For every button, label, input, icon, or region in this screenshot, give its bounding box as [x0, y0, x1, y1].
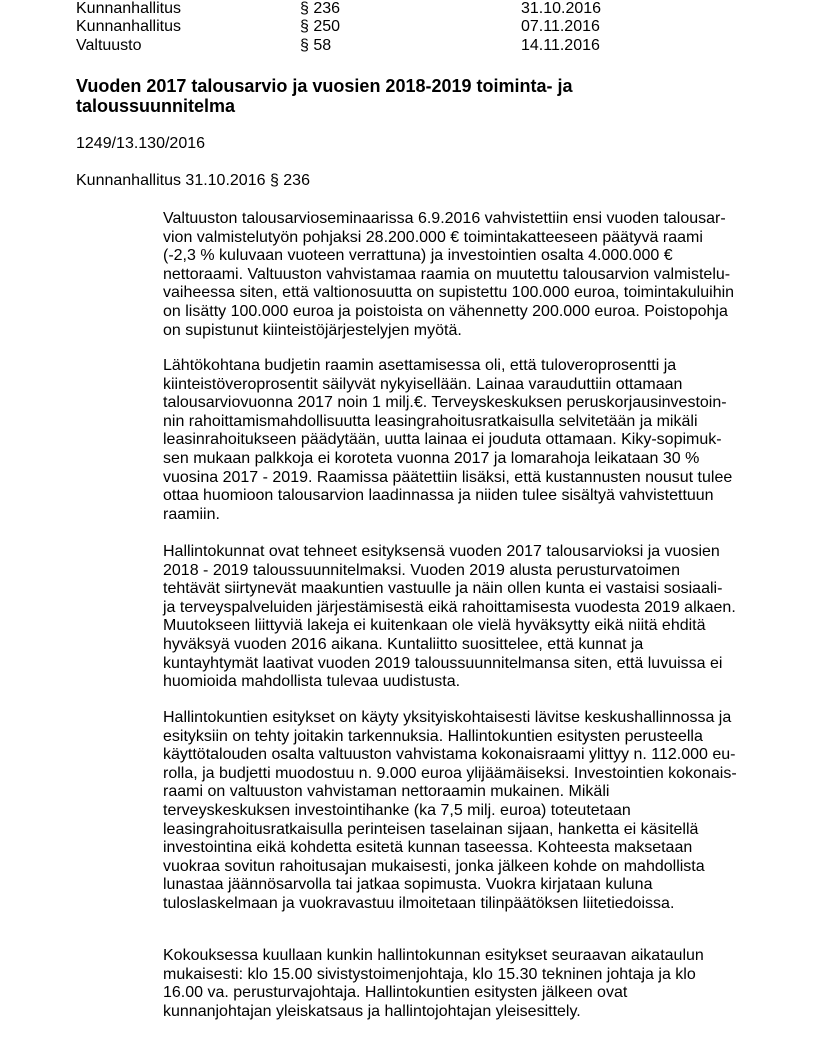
paragraph-line: Hallintokuntien esitykset on käyty yksityiskohtaisesti lävitse keskushallinnossa ja [163, 709, 732, 726]
meeting-section: § 250 [300, 18, 341, 35]
paragraph-line: kuntayhtymät laativat vuoden 2019 taloussuunnitelmansa siten, että luvuissa ei [163, 654, 723, 672]
meeting-row [76, 0, 676, 18]
paragraph-line: tuloslaskelmaan ja vuokravastuu ilmoitetaan tilinpäätöksen liitetiedoissa. [163, 894, 675, 912]
reference-number: 1249/13.130/2016 [76, 135, 206, 152]
meeting-body: Kunnanhallitus [76, 0, 181, 17]
meeting-reference: Kunnanhallitus 31.10.2016 § 236 [76, 172, 310, 189]
paragraph-3 [163, 543, 743, 692]
paragraph-line: Kokouksessa kuullaan kunkin hallintokunnan esitykset seuraavan aikataulun [163, 947, 704, 964]
paragraph-line: raami on valtuuston vahvistaman nettoraamin mukainen. Mikäli [163, 783, 610, 801]
paragraph-line: nettoraami. Valtuuston vahvistamaa raamia on muutettu talousarvion valmistelu- [163, 265, 731, 283]
paragraph-line: Muutokseen liittyviä lakeja ei kuitenkaan ole vielä hyväksytty eikä niitä ehditä [163, 617, 706, 635]
meeting-date: 07.11.2016 [521, 18, 600, 35]
paragraph-4 [163, 709, 743, 914]
paragraph-line: on lisätty 100.000 euroa ja poistoista on vähennetty 200.000 euroa. Poistopohja [163, 302, 728, 320]
paragraph-line: ja terveyspalveluiden järjestämisestä eikä rahoittamisesta vuodesta 2019 alkaen. [163, 598, 736, 616]
paragraph-line: tehtävät siirtynevät maakuntien vastuulle ja näin ollen kunta ei vastaisi sosiaali- [163, 580, 723, 598]
paragraph-line: Valtuuston talousarvioseminaarissa 6.9.2016 vahvistettiin ensi vuoden talousar- [163, 210, 726, 227]
paragraph-5 [163, 947, 743, 1021]
paragraph-line: vuokraa sovitun rahoitusajan mukaisesti, jonka jälkeen kohde on mahdollista [163, 857, 705, 875]
paragraph-line: käyttötalouden osalta valtuuston vahvistama kokonaisraami ylittyy n. 112.000 eu- [163, 746, 736, 764]
paragraph-line: on supistunut kiinteistöjärjestelyjen myötä. [163, 321, 462, 339]
paragraph-line: kunnanjohtajan yleiskatsaus ja hallintojohtajan yleisesittely. [163, 1002, 581, 1020]
paragraph-line: 16.00 va. perusturvajohtaja. Hallintokuntien esitysten jälkeen ovat [163, 984, 628, 1002]
paragraph-2 [163, 357, 743, 524]
meeting-section: § 58 [300, 37, 332, 54]
paragraph-line: mukaisesti: klo 15.00 sivistystoimenjohtaja, klo 15.30 tekninen johtaja ja klo [163, 965, 696, 983]
document-title [76, 76, 676, 116]
meeting-section: § 236 [300, 0, 341, 17]
paragraph-line: raamiin. [163, 505, 220, 523]
title-line: Vuoden 2017 talousarvio ja vuosien 2018-2019 toiminta- ja [76, 76, 573, 96]
paragraph-line: terveyskeskuksen investointihanke (ka 7,5 milj. euroa) toteutetaan [163, 801, 631, 819]
meeting-body: Kunnanhallitus [76, 18, 181, 35]
meeting-date: 14.11.2016 [521, 37, 600, 54]
paragraph-line: vuosina 2017 - 2019. Raamissa päätettiin lisäksi, että kustannusten nousut tulee [163, 468, 733, 486]
title-line: taloussuunnitelma [76, 96, 236, 116]
paragraph-line: sen mukaan palkkoja ei koroteta vuonna 2017 ja lomarahoja leikataan 30 % [163, 449, 700, 467]
paragraph-line: lunastaa jäännösarvolla tai jatkaa sopimusta. Vuokra kirjataan kuluna [163, 876, 653, 894]
paragraph-line: (-2,3 % kuluvaan vuoteen verrattuna) ja investointien osalta 4.000.000 € [163, 247, 673, 265]
paragraph-line: nin rahoittamismahdollisuutta leasingrahoitusratkaisulla selvitetään ja mikäli [163, 412, 698, 430]
paragraph-line: esityksiin on tehty joitakin tarkennuksia. Hallintokuntien esitysten perusteella [163, 727, 703, 745]
meeting-row [76, 17, 676, 36]
paragraph-line: hyväksyä vuoden 2016 aikana. Kuntaliitto suosittelee, että kunnat ja [163, 635, 644, 653]
meeting-row [76, 36, 676, 55]
paragraph-line: leasingrahoitusratkaisulla perinteisen taselainan sijaan, hanketta ei käsitellä [163, 820, 699, 838]
paragraph-line: kiinteistöveroprosentit säilyvät nykyisellään. Lainaa varauduttiin ottamaan [163, 375, 683, 393]
paragraph-line: 2018 - 2019 taloussuunnitelmaksi. Vuoden 2019 alusta perusturvatoimen [163, 561, 681, 579]
paragraph-line: Lähtökohtana budjetin raamin asettamisessa oli, että tuloveroprosentti ja [163, 357, 677, 374]
paragraph-line: vaiheessa siten, että valtionosuutta on supistettu 100.000 euroa, toimintakuluihin [163, 284, 735, 302]
paragraph-line: rolla, ja budjetti muodostuu n. 9.000 euroa ylijäämäiseksi. Investointien kokonais- [163, 764, 737, 782]
paragraph-line: vion valmistelutyön pohjaksi 28.200.000 € toimintakatteeseen päätyvä raami [163, 228, 703, 246]
paragraph-line: ottaa huomioon talousarvion laadinnassa ja niiden tulee sisältyä vahvistettuun [163, 487, 714, 505]
meeting-date: 31.10.2016 [521, 0, 602, 17]
paragraph-line: huomioida mahdollista tulevaa uudistusta. [163, 673, 461, 691]
paragraph-line: leasinrahoitukseen päädytään, uutta lainaa ei jouduta ottamaan. Kiky-sopimuk- [163, 431, 722, 449]
paragraph-line: talousarviovuonna 2017 noin 1 milj.€. Terveyskeskuksen peruskorjausinvestoin- [163, 394, 727, 412]
paragraph-1 [163, 210, 743, 340]
paragraph-line: investointina eikä kohdetta esitetä kunnan taseessa. Kohteesta maksetaan [163, 839, 693, 857]
paragraph-line: Hallintokunnat ovat tehneet esityksensä vuoden 2017 talousarvioksi ja vuosien [163, 543, 720, 560]
meeting-body: Valtuusto [76, 37, 142, 54]
